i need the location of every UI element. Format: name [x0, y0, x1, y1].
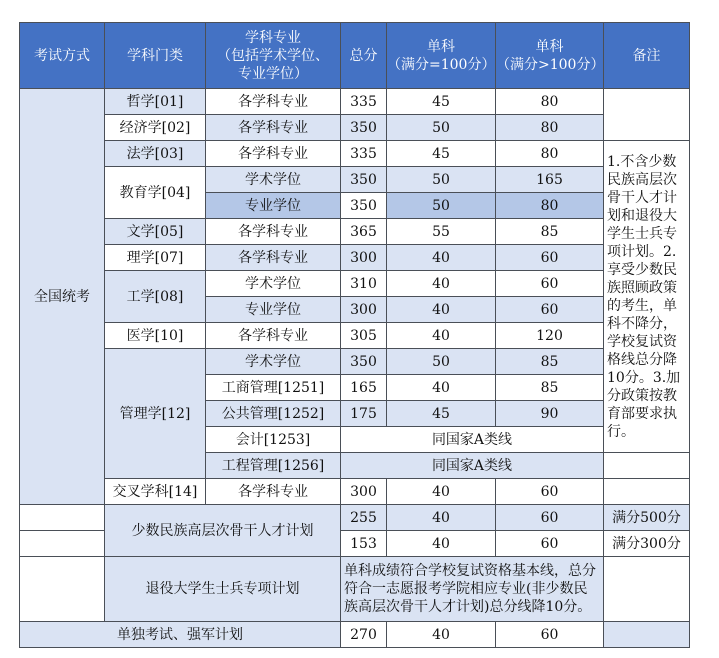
major-cell: 各学科专业: [206, 245, 341, 271]
veterans-plan-label: 退役大学生士兵专项计划: [105, 557, 341, 622]
category-cell: 经济学[02]: [105, 115, 206, 141]
table-row: [20, 622, 690, 648]
header-total: 总分: [341, 23, 387, 89]
independent-exam-label: 单独考试、强军计划: [20, 622, 341, 648]
single-gt100-cell: 90: [496, 401, 604, 427]
same-as-national-cell: 同国家A类线: [341, 427, 604, 453]
full-score-note: 满分500分: [604, 505, 690, 531]
category-cell: 文学[05]: [105, 219, 206, 245]
table-row: [20, 115, 690, 141]
header-single-100: [387, 23, 496, 89]
total-cell: 300: [341, 245, 387, 271]
major-cell: 各学科专业: [206, 219, 341, 245]
table-row: [20, 505, 690, 531]
major-cell: 各学科专业: [206, 89, 341, 115]
single-gt100-cell: 80: [496, 141, 604, 167]
total-cell: 350: [341, 115, 387, 141]
header-single-100-line2: （满分=100分）: [387, 56, 496, 73]
total-cell: 335: [341, 141, 387, 167]
single-100-cell: 40: [387, 323, 496, 349]
exam-mode-blank: [20, 531, 105, 557]
total-cell: 335: [341, 89, 387, 115]
single-100-cell: 40: [387, 375, 496, 401]
total-cell: 300: [341, 297, 387, 323]
header-single-gt100: [496, 23, 604, 89]
table-row: [20, 219, 690, 245]
table-row: [20, 89, 690, 115]
single-100-cell: 40: [387, 531, 496, 557]
minority-plan-label: 少数民族高层次骨干人才计划: [105, 505, 341, 557]
table-row: [20, 271, 690, 297]
header-major-line2: （包括学术学位、: [217, 47, 329, 64]
total-cell: 153: [341, 531, 387, 557]
table-row: [20, 557, 690, 622]
major-cell: 工程管理[1256]: [206, 453, 341, 479]
header-major-line3: 专业学位）: [238, 65, 308, 82]
table-row: [20, 141, 690, 167]
total-cell: 305: [341, 323, 387, 349]
table-row: [20, 349, 690, 375]
notes-blank: [604, 479, 690, 505]
total-cell: 350: [341, 167, 387, 193]
veterans-plan-text: 单科成绩符合学校复试资格基本线，总分符合一志愿报考学院相应专业(非少数民族高层次骨干人才计划)总分线降10分。: [341, 557, 604, 622]
major-cell: 学术学位: [206, 271, 341, 297]
same-as-national-cell: 同国家A类线: [341, 453, 604, 479]
category-cell: 交叉学科[14]: [105, 479, 206, 505]
single-100-cell: 45: [387, 401, 496, 427]
single-100-cell: 40: [387, 245, 496, 271]
major-cell: 会计[1253]: [206, 427, 341, 453]
major-cell: 各学科专业: [206, 479, 341, 505]
header-exam-mode: 考试方式: [20, 23, 105, 89]
total-cell: 165: [341, 375, 387, 401]
single-gt100-cell: 80: [496, 89, 604, 115]
single-100-cell: 40: [387, 505, 496, 531]
single-100-cell: 50: [387, 349, 496, 375]
header-major: [206, 23, 341, 89]
exam-mode-blank: [20, 557, 105, 622]
major-cell: 各学科专业: [206, 115, 341, 141]
single-100-cell: 50: [387, 193, 496, 219]
major-cell: 公共管理[1252]: [206, 401, 341, 427]
category-cell: 理学[07]: [105, 245, 206, 271]
header-row: [20, 23, 690, 89]
exam-mode-national: 全国统考: [20, 89, 105, 505]
major-cell: 各学科专业: [206, 323, 341, 349]
table-row: [20, 323, 690, 349]
table-row: [20, 479, 690, 505]
major-cell: 专业学位: [206, 193, 341, 219]
header-category: 学科门类: [105, 23, 206, 89]
single-gt100-cell: 165: [496, 167, 604, 193]
category-cell: 法学[03]: [105, 141, 206, 167]
notes-cell: 1.不含少数民族高层次骨干人才计划和退役大学生士兵专项计划。2.享受少数民族照顾政策的考生，单科不降分，学校复试资格线总分降10分。3.加分政策按教育部要求执行。: [604, 141, 690, 453]
notes-blank: [604, 453, 690, 479]
major-cell: 学术学位: [206, 349, 341, 375]
major-cell: 各学科专业: [206, 141, 341, 167]
single-100-cell: 40: [387, 622, 496, 648]
total-cell: 350: [341, 349, 387, 375]
single-100-cell: 40: [387, 297, 496, 323]
header-notes: 备注: [604, 23, 690, 89]
single-100-cell: 40: [387, 479, 496, 505]
major-cell: 工商管理[1251]: [206, 375, 341, 401]
single-gt100-cell: 60: [496, 245, 604, 271]
total-cell: 350: [341, 193, 387, 219]
single-gt100-cell: 60: [496, 531, 604, 557]
notes-blank: [604, 89, 690, 141]
single-gt100-cell: 80: [496, 115, 604, 141]
notes-blank: [604, 557, 690, 622]
category-cell: 管理学[12]: [105, 349, 206, 479]
category-cell: 工学[08]: [105, 271, 206, 323]
single-100-cell: 45: [387, 141, 496, 167]
single-100-cell: 50: [387, 167, 496, 193]
single-100-cell: 50: [387, 115, 496, 141]
total-cell: 270: [341, 622, 387, 648]
single-gt100-cell: 120: [496, 323, 604, 349]
single-100-cell: 45: [387, 89, 496, 115]
major-cell: 专业学位: [206, 297, 341, 323]
single-gt100-cell: 80: [496, 193, 604, 219]
category-cell: 教育学[04]: [105, 167, 206, 219]
total-cell: 175: [341, 401, 387, 427]
header-major-line1: 学科专业: [245, 29, 301, 46]
total-cell: 300: [341, 479, 387, 505]
header-single-gt100-line2: （满分>100分）: [496, 56, 605, 73]
single-gt100-cell: 60: [496, 479, 604, 505]
category-cell: 哲学[01]: [105, 89, 206, 115]
table-row: [20, 245, 690, 271]
header-single-100-line1: 单科: [427, 38, 455, 55]
single-gt100-cell: 60: [496, 297, 604, 323]
header-single-gt100-line1: 单科: [535, 38, 564, 55]
major-cell: 学术学位: [206, 167, 341, 193]
exam-mode-blank: [20, 505, 105, 531]
single-100-cell: 55: [387, 219, 496, 245]
single-gt100-cell: 85: [496, 375, 604, 401]
single-100-cell: 40: [387, 271, 496, 297]
total-cell: 365: [341, 219, 387, 245]
single-gt100-cell: 60: [496, 622, 604, 648]
total-cell: 310: [341, 271, 387, 297]
full-score-note: 满分300分: [604, 531, 690, 557]
admission-score-table: [19, 22, 690, 648]
single-gt100-cell: 85: [496, 349, 604, 375]
table-row: [20, 167, 690, 193]
category-cell: 医学[10]: [105, 323, 206, 349]
notes-blank: [604, 622, 690, 648]
single-gt100-cell: 85: [496, 219, 604, 245]
single-gt100-cell: 60: [496, 271, 604, 297]
total-cell: 255: [341, 505, 387, 531]
single-gt100-cell: 60: [496, 505, 604, 531]
score-table-container: [19, 22, 689, 648]
